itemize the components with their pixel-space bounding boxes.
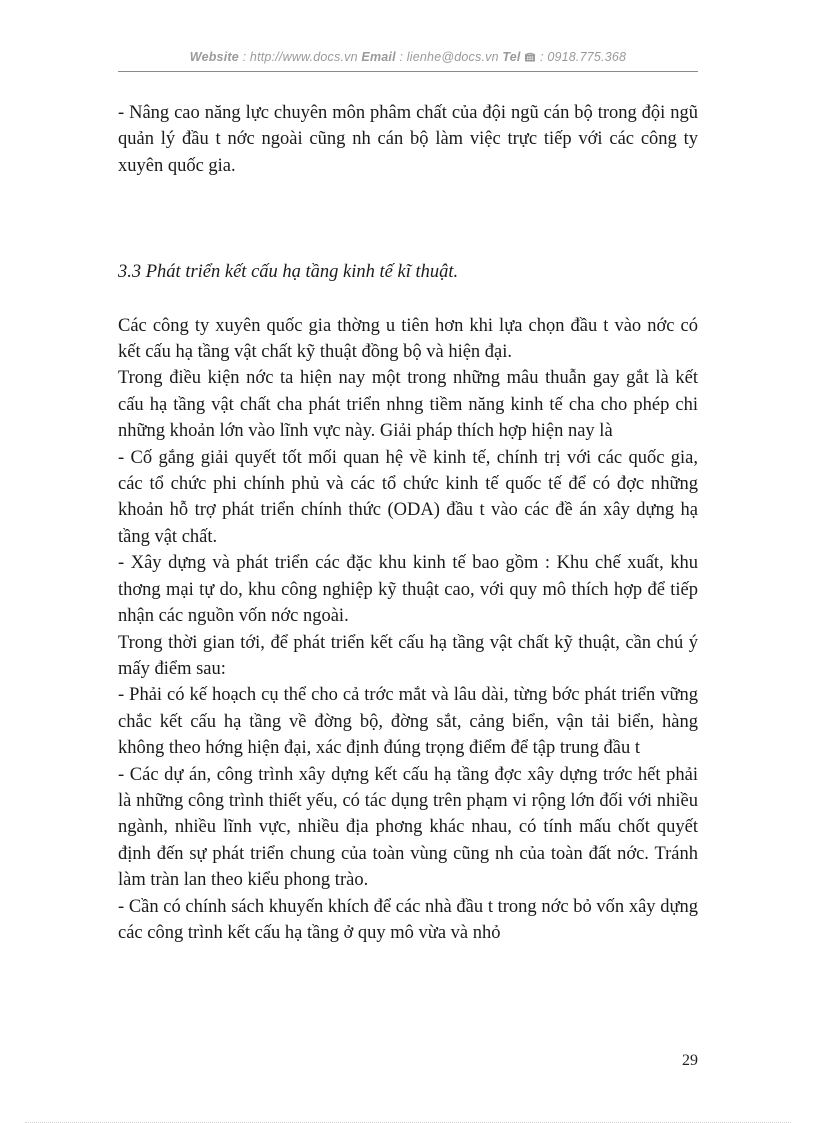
phone-icon bbox=[524, 51, 536, 65]
bullet-paragraph: - Cố gắng giải quyết tốt mối quan hệ về kinh tế, chính trị với các quốc gia, các tổ chức phi chính phủ và các tổ chức kinh tế quốc tế để có đợc những khoản hỗ trợ phát triển chính thức (ODA) đầu t vào các đề án xây dựng hạ tầng vật chất. bbox=[118, 447, 698, 547]
page-header bbox=[118, 50, 698, 65]
bullet-paragraph: - Các dự án, công trình xây dựng kết cấu hạ tầng đợc xây dựng trớc hết phải là những công trình thiết yếu, có tác dụng trên phạm vi rộng lớn đối với nhiều ngành, nhiều lĩnh vực, nhiều địa phơng khác nhau, có tính mấu chốt quyết định đến sự phát triển chung của toàn vùng cũng nh của toàn đất nớc. Tránh làm tràn lan theo kiểu phong trào. bbox=[118, 764, 698, 891]
body-paragraph: Trong thời gian tới, để phát triển kết cấu hạ tầng vật chất kỹ thuật, cần chú ý mấy điểm sau: bbox=[118, 632, 698, 679]
email-label: Email bbox=[361, 50, 396, 64]
intro-paragraph: - Nâng cao năng lực chuyên môn phâm chất của đội ngũ cán bộ trong đội ngũ quản lý đầu t nớc ngoài cũng nh cán bộ làm việc trực tiếp với các công ty xuyên quốc gia. bbox=[118, 103, 698, 176]
bullet-paragraph: - Xây dựng và phát triển các đặc khu kinh tế bao gồm : Khu chế xuất, khu thơng mại tự do, khu công nghiệp kỹ thuật cao, với quy mô thích hợp để tiếp nhận các nguồn vốn nớc ngoài. bbox=[118, 553, 698, 627]
website-value: : http://www.docs.vn bbox=[238, 50, 362, 64]
bullet-paragraph: - Phải có kế hoạch cụ thể cho cả trớc mắt và lâu dài, từng bớc phát triển vững chắc kết cấu hạ tầng về đờng bộ, đờng sắt, cảng biển, vận tải biển, hàng không theo hớng hiện đại, xác định đúng trọng điểm để tập trung đầu t bbox=[118, 685, 698, 759]
section-title: 3.3 Phát triển kết cấu hạ tầng kinh tế kĩ thuật. bbox=[118, 262, 459, 283]
bullet-paragraph: - Cần có chính sách khuyến khích để các nhà đầu t trong nớc bỏ vốn xây dựng các công trình kết cấu hạ tầng ở quy mô vừa và nhỏ bbox=[118, 896, 698, 943]
body-paragraph: Các công ty xuyên quốc gia thờng u tiên hơn khi lựa chọn đầu t vào nớc có kết cấu hạ tầng vật chất kỹ thuật đồng bộ và hiện đại. bbox=[118, 315, 698, 363]
tel-label: Tel bbox=[502, 50, 521, 64]
body-paragraph: Trong điều kiện nớc ta hiện nay một trong những mâu thuẫn gay gắt là kết cấu hạ tầng vật chất cha phát triển nhng tiềm năng kinh tế cha cho phép chi những khoản lớn vào lĩnh vực này. Giải pháp thích hợp hiện nay là bbox=[118, 368, 698, 442]
header-divider bbox=[118, 71, 698, 72]
tel-value: : 0918.775.368 bbox=[536, 50, 627, 64]
page-number: 29 bbox=[682, 1052, 698, 1069]
email-value: : lienhe@docs.vn bbox=[395, 50, 503, 64]
document-body bbox=[118, 100, 698, 946]
website-label: Website bbox=[189, 50, 239, 64]
